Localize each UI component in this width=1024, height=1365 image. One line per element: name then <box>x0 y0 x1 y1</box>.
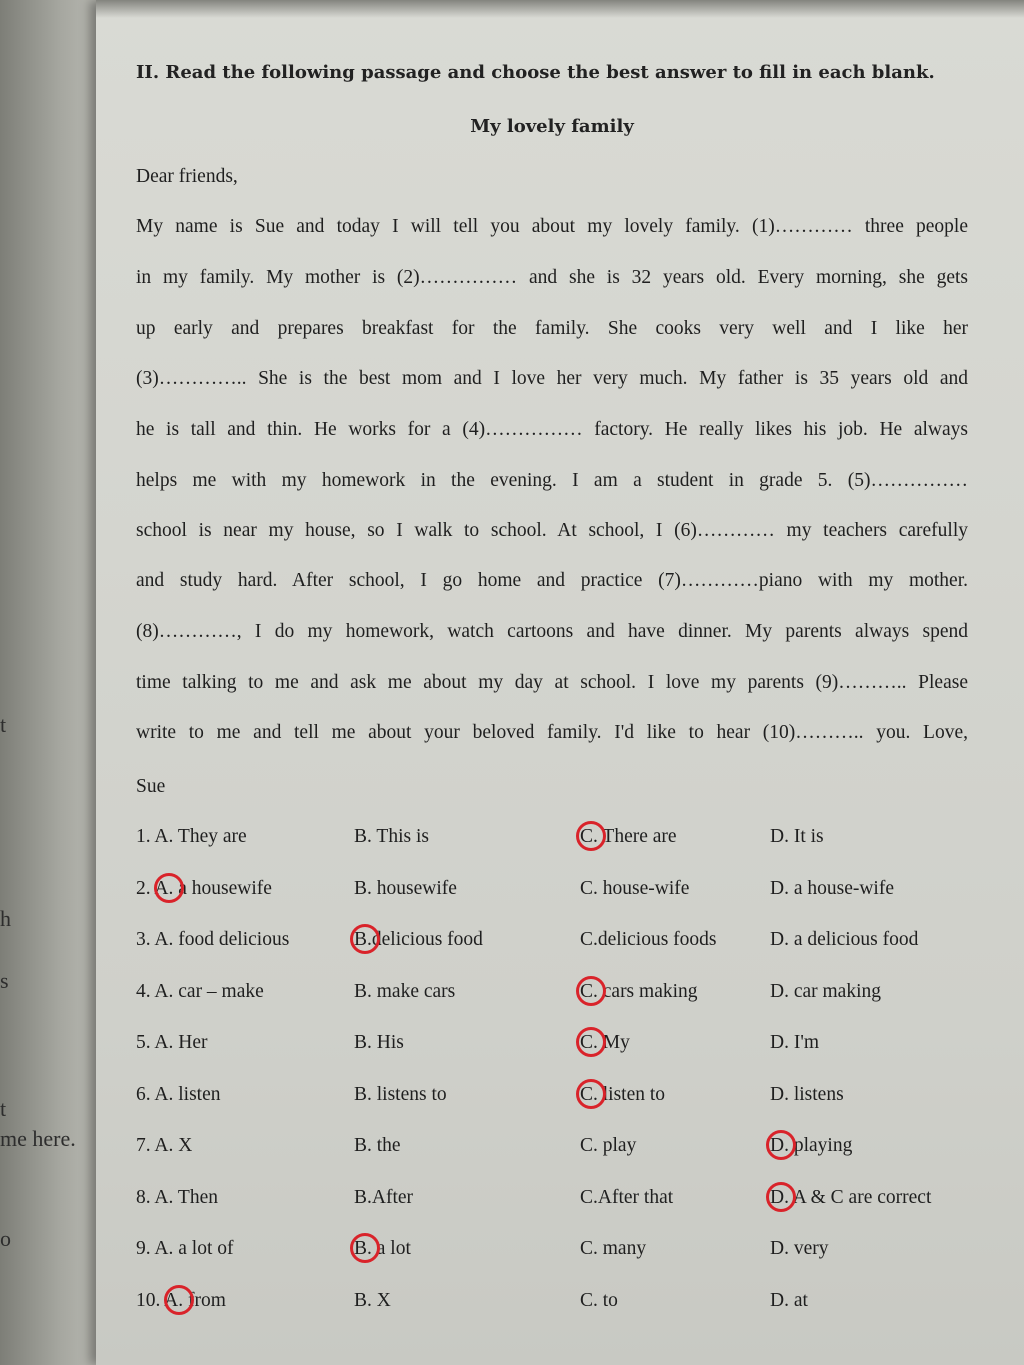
option-a[interactable]: 10. A. from <box>136 1289 226 1311</box>
option-b[interactable]: B. the <box>354 1135 401 1156</box>
answer-circle-mark <box>350 1233 380 1263</box>
passage-title: My lovely family <box>470 116 634 137</box>
option-a[interactable]: 7. A. X <box>136 1135 193 1156</box>
passage-line: up early and prepares breakfast for the family. She cooks very well and I like her <box>136 318 968 339</box>
option-b[interactable]: B.After <box>354 1186 414 1208</box>
option-c[interactable]: C. My <box>580 1032 630 1053</box>
margin-fragment: me here. <box>0 1126 76 1151</box>
option-d[interactable]: D. I'm <box>770 1032 820 1053</box>
passage-line: school is near my house, so I walk to school. At school, I (6)………… my teachers carefully <box>136 520 968 541</box>
passage-line: he is tall and thin. He works for a (4)…………… factory. He really likes his job. He always <box>136 419 968 440</box>
option-d[interactable]: D. at <box>770 1289 808 1311</box>
passage-line: helps me with my homework in the evening. I am a student in grade 5. (5)…………… <box>136 470 968 491</box>
question-row <box>136 981 996 1011</box>
margin-fragment: h <box>0 906 11 931</box>
passage-line: (3)………….. She is the best mom and I love her very much. My father is 35 years old and <box>136 368 968 389</box>
answer-circle-mark <box>766 1182 796 1212</box>
answer-circle-mark <box>576 976 606 1006</box>
option-a[interactable]: 6. A. listen <box>136 1083 221 1105</box>
option-c[interactable]: C.After that <box>580 1186 674 1208</box>
exercise-heading: II. Read the following passage and choose the best answer to fill in each blank. <box>136 62 935 83</box>
option-d[interactable]: D. playing <box>770 1135 853 1156</box>
greeting: Dear friends, <box>136 166 238 187</box>
option-a[interactable]: 9. A. a lot of <box>136 1238 234 1259</box>
answer-circle-mark <box>576 821 606 851</box>
margin-fragment: s <box>0 968 9 993</box>
option-c[interactable]: C. cars making <box>580 980 698 1002</box>
option-a[interactable]: 8. A. Then <box>136 1186 218 1208</box>
option-b[interactable]: B. make cars <box>354 980 456 1002</box>
question-row <box>136 1032 996 1062</box>
question-row <box>136 878 996 908</box>
answer-circle-mark <box>350 924 380 954</box>
question-row <box>136 1084 996 1114</box>
passage-line: (8)…………, I do my homework, watch cartoons and have dinner. My parents always spend <box>136 621 968 642</box>
passage-line: write to me and tell me about your beloved family. I'd like to hear (10)……….. you. Love, <box>136 722 968 743</box>
answer-circle-mark <box>576 1027 606 1057</box>
question-row <box>136 1187 996 1217</box>
signoff: Sue <box>136 776 166 797</box>
margin-fragment: t <box>0 712 7 737</box>
margin-fragment: o <box>0 1226 11 1251</box>
option-d[interactable]: D. a house-wife <box>770 877 894 899</box>
option-c[interactable]: C. to <box>580 1289 618 1311</box>
option-b[interactable]: B. X <box>354 1289 391 1311</box>
margin-fragment: t <box>0 1096 7 1121</box>
option-c[interactable]: C.delicious foods <box>580 929 717 950</box>
option-b[interactable]: B. housewife <box>354 877 457 899</box>
passage-line: time talking to me and ask me about my day at school. I love my parents (9)……….. Please <box>136 672 968 693</box>
option-c[interactable]: C. play <box>580 1135 637 1156</box>
option-a[interactable]: 4. A. car – make <box>136 980 264 1002</box>
option-a[interactable]: 3. A. food delicious <box>136 929 290 950</box>
option-d[interactable]: D. It is <box>770 826 824 847</box>
question-row <box>136 929 996 959</box>
underlying-page <box>0 0 110 1365</box>
option-b[interactable]: B. a lot <box>354 1238 411 1259</box>
question-row <box>136 1135 996 1165</box>
option-b[interactable]: B. His <box>354 1032 404 1053</box>
option-d[interactable]: D. a delicious food <box>770 929 919 950</box>
option-b[interactable]: B. This is <box>354 826 429 847</box>
passage-line: and study hard. After school, I go home and practice (7)…………piano with my mother. <box>136 570 968 591</box>
option-a[interactable]: 5. A. Her <box>136 1032 208 1053</box>
option-d[interactable]: D. listens <box>770 1083 844 1105</box>
option-d[interactable]: D. car making <box>770 980 882 1002</box>
option-c[interactable]: C. many <box>580 1238 647 1259</box>
option-b[interactable]: B. listens to <box>354 1083 447 1105</box>
option-c[interactable]: C. house-wife <box>580 877 690 899</box>
option-b[interactable]: B.delicious food <box>354 929 483 950</box>
passage-line: in my family. My mother is (2)…………… and she is 32 years old. Every morning, she gets <box>136 267 968 288</box>
page-shadow <box>96 0 1024 18</box>
option-a[interactable]: 1. A. They are <box>136 826 247 847</box>
option-d[interactable]: D. very <box>770 1238 829 1259</box>
option-c[interactable]: C. listen to <box>580 1083 666 1105</box>
answer-circle-mark <box>154 873 184 903</box>
option-c[interactable]: C. There are <box>580 826 677 847</box>
passage-line: My name is Sue and today I will tell you about my lovely family. (1)………… three people <box>136 216 968 237</box>
answer-circle-mark <box>576 1079 606 1109</box>
answer-circle-mark <box>766 1130 796 1160</box>
worksheet-page <box>96 0 1024 1365</box>
question-row <box>136 826 996 856</box>
question-row <box>136 1290 996 1320</box>
option-a[interactable]: 2. A. a housewife <box>136 877 272 899</box>
option-d[interactable]: D. A & C are correct <box>770 1186 932 1208</box>
question-row <box>136 1238 996 1268</box>
answer-circle-mark <box>164 1285 194 1315</box>
